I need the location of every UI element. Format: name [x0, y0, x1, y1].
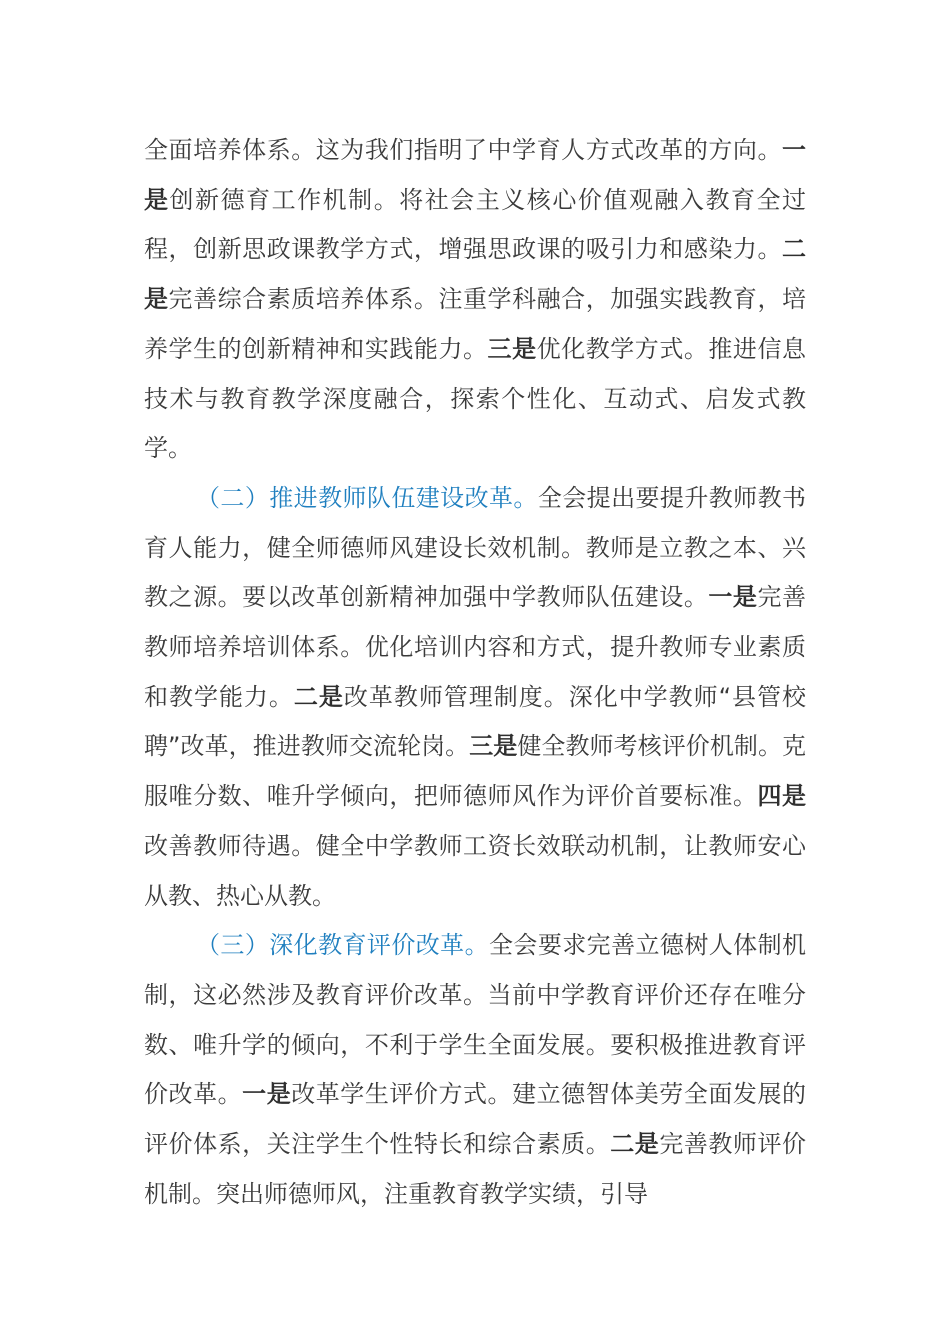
paragraph-1	[144, 126, 806, 474]
paragraph-1-run-3: 创新德育工作机制。将社会主义核心价值观融入教育全过程，创新思政课教学方式，增强思政课的吸引力和感染力。	[144, 185, 807, 264]
paragraph-2-run-8: 健全教师考核评价机制。克服唯分数、唯升学倾向，把师德师风作为评价首要标准。	[144, 732, 807, 811]
paragraph-3-run-2: 全会要求完善立德树人体制机制，这必然涉及教育评价改革。当前中学教育评价还存在唯分数、唯升学的倾向，不利于学生全面发展。要积极推进教育评价改革。	[144, 931, 806, 1109]
paragraph-2-run-10: 改善教师待遇。健全中学教师工资长效联动机制，让教师安心从教、热心从教。	[144, 831, 806, 910]
paragraph-1-lead-er: 二是	[144, 235, 806, 314]
paragraph-2	[144, 474, 806, 921]
paragraph-3-lead-er: 二是	[610, 1130, 660, 1159]
section-heading-3: （三）深化教育评价改革。	[196, 931, 489, 960]
paragraph-2-lead-er: 二是	[293, 682, 344, 711]
section-heading-2: （二）推进教师队伍建设改革。	[196, 483, 538, 512]
paragraph-3-lead-yi: 一是	[242, 1080, 292, 1109]
paragraph-2-run-6: 改革教师管理制度。深化中学教师“县管校聘”改革，推进教师交流轮岗。	[144, 682, 807, 761]
paragraph-2-lead-yi: 一是	[708, 583, 758, 612]
paragraph-3	[144, 921, 806, 1219]
paragraph-2-lead-si: 四是	[757, 782, 807, 811]
paragraph-1-run-1: 全面培养体系。这为我们指明了中学育人方式改革的方向。	[144, 136, 782, 164]
paragraph-2-lead-san: 三是	[469, 732, 518, 761]
paragraph-1-run-5: 完善综合素质培养体系。注重学科融合，加强实践教育，培养学生的创新精神和实践能力。	[144, 285, 807, 363]
paragraph-1-lead-yi: 一是	[144, 136, 806, 214]
paragraph-3-run-4: 改革学生评价方式。建立德智体美劳全面发展的评价体系，关注学生个性特长和综合素质。	[144, 1080, 807, 1159]
paragraph-1-lead-san: 三是	[487, 334, 537, 363]
paragraph-2-run-4: 完善教师培养培训体系。优化培训内容和方式，提升教师专业素质和教学能力。	[144, 583, 807, 711]
paragraph-2-run-2: 全会提出要提升教师教书育人能力，健全师德师风建设长效机制。教师是立教之本、兴教之源。要以改革创新精神加强中学教师队伍建设。	[144, 483, 807, 612]
document-body	[144, 126, 806, 1219]
paragraph-3-run-6: 完善教师评价机制。突出师德师风，注重教育教学实绩，引导	[144, 1130, 807, 1208]
paragraph-1-run-7: 优化教学方式。推进信息技术与教育教学深度融合，探索个性化、互动式、启发式教学。	[144, 334, 807, 463]
